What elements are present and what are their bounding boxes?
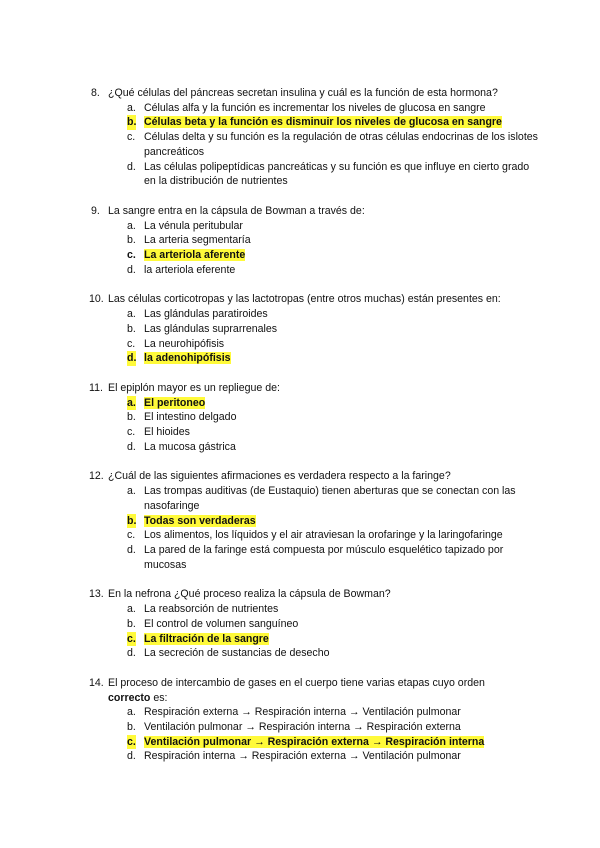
option-14b: [91, 720, 541, 735]
question-9-text-line: [91, 204, 541, 219]
question-number: 14.: [89, 676, 104, 689]
option-letter: a.: [127, 706, 136, 719]
option-14c-correct: [91, 735, 541, 750]
option-11c: [91, 425, 541, 440]
option-letter: a.: [127, 396, 136, 409]
question-number: 10.: [89, 293, 104, 306]
option-letter: b.: [127, 234, 136, 247]
question-12-text-line: [91, 469, 541, 484]
option-8c: [91, 130, 541, 159]
option-9a: [91, 219, 541, 234]
option-11d: [91, 440, 541, 455]
option-letter: c.: [127, 529, 136, 542]
question-text: Las células corticotropas y las lactotropas (entre otros muchas) están presentes en:: [108, 293, 501, 306]
option-text: La pared de la faringe está compuesta por músculo esquelético tapizado por mucosas: [144, 543, 504, 571]
option-text: Ventilación pulmonar → Respiración interna → Respiración externa: [144, 721, 461, 734]
option-10d-correct: [91, 351, 541, 366]
question-10: [91, 292, 541, 366]
option-12d: [91, 543, 541, 572]
option-text: Células delta y su función es la regulación de otras células endocrinas de los islotes pancreáticos: [144, 131, 538, 158]
option-text: Células alfa y la función es incrementar los niveles de glucosa en sangre: [144, 101, 486, 114]
question-text: La sangre entra en la cápsula de Bowman a través de:: [108, 204, 365, 217]
option-letter: a.: [127, 101, 136, 114]
option-12a: [91, 484, 541, 513]
option-text: Respiración externa → Respiración interna → Ventilación pulmonar: [144, 706, 461, 719]
option-letter: a.: [127, 308, 136, 321]
option-text: La neurohipófisis: [144, 337, 225, 350]
option-letter: c.: [127, 249, 136, 262]
option-13c-correct: [91, 632, 541, 647]
option-letter: d.: [127, 352, 137, 365]
option-12c: [91, 528, 541, 543]
option-letter: c.: [127, 735, 136, 748]
option-list: [91, 219, 541, 278]
option-text: La mucosa gástrica: [144, 440, 236, 453]
option-9b: [91, 233, 541, 248]
option-text-highlighted: la adenohipófisis: [144, 352, 231, 365]
option-8b-correct: [91, 115, 541, 130]
option-letter: b.: [127, 514, 137, 527]
question-text: El proceso de intercambio de gases en el cuerpo tiene varias etapas cuyo orden: [108, 676, 485, 689]
option-11b: [91, 410, 541, 425]
question-number: 9.: [91, 204, 100, 217]
option-11a-correct: [91, 396, 541, 411]
option-13a: [91, 602, 541, 617]
option-text-highlighted: La arteriola aferente: [144, 249, 246, 262]
option-text: Las glándulas paratiroides: [144, 308, 268, 321]
option-text: Las trompas auditivas (de Eustaquio) tienen aberturas que se conectan con las nasofaringe: [144, 485, 516, 512]
option-9c-correct: [91, 248, 541, 263]
option-8d: [91, 160, 541, 189]
option-text: La vénula peritubular: [144, 219, 243, 232]
question-8-text-line: [91, 86, 541, 101]
option-letter: a.: [127, 219, 136, 232]
option-text: El control de volumen sanguíneo: [144, 617, 299, 630]
question-text: ¿Cuál de las siguientes afirmaciones es verdadera respecto a la faringe?: [108, 470, 451, 483]
question-14-text-line: [91, 676, 541, 705]
option-letter: d.: [127, 160, 136, 173]
question-list: [91, 86, 541, 779]
question-11-text-line: [91, 381, 541, 396]
option-text-highlighted: Todas son verdaderas: [144, 514, 256, 527]
option-text: Los alimentos, los líquidos y el air atraviesan la orofaringe y la laringofaringe: [144, 529, 503, 542]
option-list: [91, 602, 541, 661]
option-text-highlighted: El peritoneo: [144, 396, 206, 409]
option-13d: [91, 646, 541, 661]
option-letter: a.: [127, 485, 136, 498]
option-letter: b.: [127, 721, 136, 734]
option-list: [91, 484, 541, 572]
question-13: [91, 587, 541, 661]
option-text: El intestino delgado: [144, 411, 237, 424]
question-14: [91, 676, 541, 764]
option-letter: b.: [127, 617, 136, 630]
option-text: La arteria segmentaría: [144, 234, 251, 247]
option-list: [91, 307, 541, 366]
option-text: La reabsorción de nutrientes: [144, 603, 279, 616]
option-letter: d.: [127, 440, 136, 453]
option-text: Las glándulas suprarrenales: [144, 322, 278, 335]
option-text-highlighted: Células beta y la función es disminuir los niveles de glucosa en sangre: [144, 116, 502, 129]
option-letter: c.: [127, 632, 136, 645]
question-8: [91, 86, 541, 189]
question-number: 11.: [89, 381, 103, 394]
question-text: En la nefrona ¿Qué proceso realiza la cápsula de Bowman?: [108, 588, 391, 601]
option-12b-correct: [91, 514, 541, 529]
option-10a: [91, 307, 541, 322]
option-text: la arteriola eferente: [144, 263, 236, 276]
option-list: [91, 705, 541, 764]
option-text-highlighted: Ventilación pulmonar → Respiración externa → Respiración interna: [144, 735, 485, 748]
question-10-text-line: [91, 292, 541, 307]
option-list: [91, 101, 541, 189]
question-text-bold: correcto: [108, 691, 151, 704]
question-number: 12.: [89, 470, 104, 483]
option-9d: [91, 263, 541, 278]
option-10c: [91, 337, 541, 352]
question-text: El epiplón mayor es un repliegue de:: [108, 381, 280, 394]
option-text: Las células polipeptídicas pancreáticas y su función es que influye en cierto grado en la distribución de nutrientes: [144, 160, 530, 188]
option-8a: [91, 101, 541, 116]
option-14a: [91, 705, 541, 720]
option-letter: b.: [127, 411, 136, 424]
option-text-highlighted: La filtración de la sangre: [144, 632, 269, 645]
question-text: ¿Qué células del páncreas secretan insulina y cuál es la función de esta hormona?: [108, 87, 498, 99]
option-text: La secreción de sustancias de desecho: [144, 647, 330, 660]
question-11: [91, 381, 541, 455]
option-10b: [91, 322, 541, 337]
option-letter: c.: [127, 131, 136, 144]
option-letter: c.: [127, 337, 136, 350]
option-text: Respiración interna → Respiración externa → Ventilación pulmonar: [144, 750, 461, 763]
question-number: 13.: [89, 588, 104, 601]
option-letter: a.: [127, 603, 136, 616]
option-13b: [91, 617, 541, 632]
option-text: El hioides: [144, 426, 190, 439]
option-letter: b.: [127, 116, 137, 129]
question-number: 8.: [91, 87, 100, 99]
option-14d: [91, 749, 541, 764]
option-letter: d.: [127, 647, 136, 660]
option-letter: d.: [127, 543, 136, 556]
question-text-tail: es:: [150, 691, 168, 704]
option-list: [91, 396, 541, 455]
option-letter: d.: [127, 750, 136, 763]
question-12: [91, 469, 541, 572]
option-letter: b.: [127, 322, 136, 335]
option-letter: d.: [127, 263, 136, 276]
option-letter: c.: [127, 426, 136, 439]
question-13-text-line: [91, 587, 541, 602]
question-9: [91, 204, 541, 278]
